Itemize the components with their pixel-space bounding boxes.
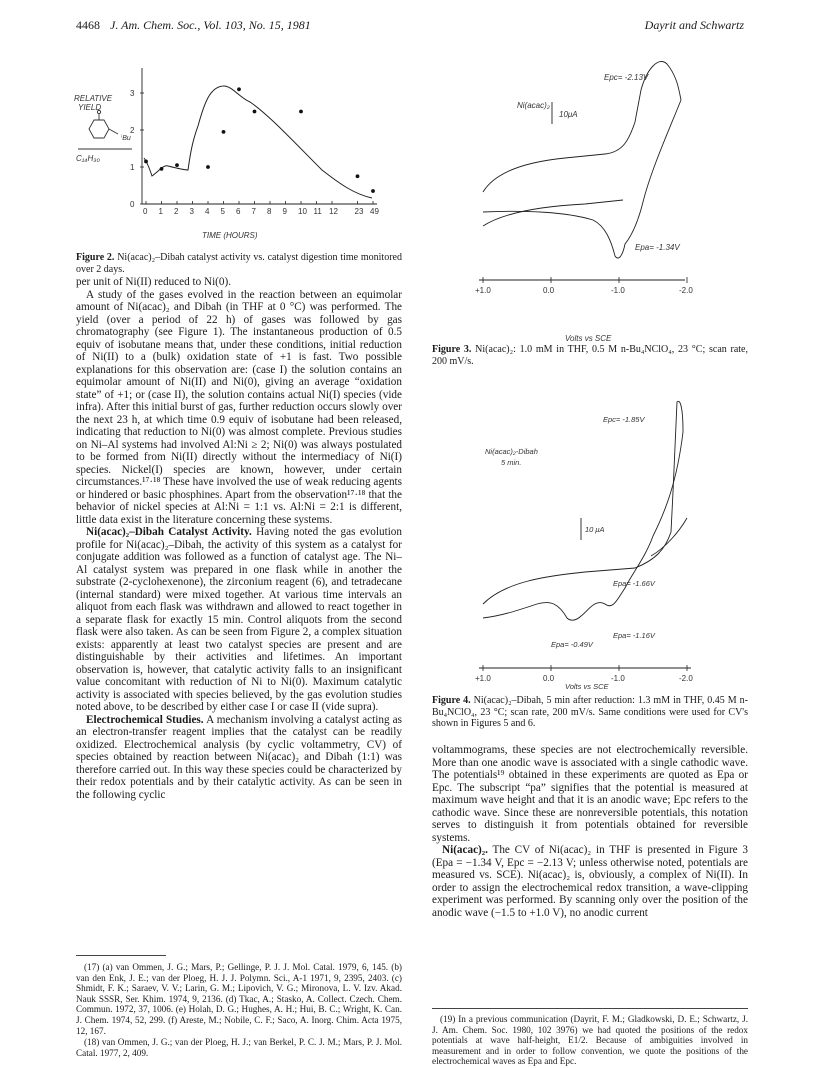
y-label-relative: RELATIVE — [74, 94, 113, 103]
figure-3-chart — [455, 50, 755, 342]
species-label: Ni(acac)₂-Dibah — [485, 447, 538, 456]
y-tick-label: 0 — [130, 200, 135, 209]
x-tick-label: 3 — [189, 207, 194, 216]
x-axis-label: Volts vs SCE — [565, 334, 612, 342]
caption-text: Ni(acac)₂–Dibah, 5 min after reduction: 1.3 mM in THF, 0.45 M n-Bu₄NClO₄, 23 °C; scan rate, 200 mV/s. Same conditions were used for CV's shown in Figures 5 and 6. — [432, 695, 748, 729]
x-tick-label: -2.0 — [679, 674, 693, 683]
authors: Dayrit and Schwartz — [644, 18, 744, 32]
right-column-text — [432, 744, 748, 919]
substituent-label: ⁱBu — [121, 135, 131, 142]
paragraph: per unit of Ni(II) reduced to Ni(0). — [76, 276, 232, 288]
y-tick-label: 2 — [130, 126, 135, 135]
formula-label: C₁₄H₃₀ — [76, 154, 100, 163]
x-tick-label: 1 — [158, 207, 163, 216]
x-tick-label: 23 — [354, 207, 364, 216]
x-tick-label: 0.0 — [543, 286, 555, 295]
time-label: 5 min. — [501, 458, 522, 467]
x-tick-label: -2.0 — [679, 286, 693, 295]
data-points — [144, 87, 375, 193]
left-column-text — [76, 276, 402, 801]
footnote-18: (18) van Ommen, J. G.; van der Ploeg, H. J.; van Berkel, P. C. J. M.; Mars, P. J. Mol. Catal. 1977, 2, 409. — [76, 1037, 402, 1058]
epa1-label: Epa= -1.66V — [613, 579, 655, 588]
running-header — [76, 18, 744, 36]
epa3-label: Epa= -0.49V — [551, 640, 593, 649]
journal-name: J. Am. Chem. Soc., Vol. 103, No. 15, 1981 — [110, 18, 311, 32]
section-head: Electrochemical Studies. — [86, 713, 204, 726]
caption-text: Ni(acac)₂: 1.0 mM in THF, 0.5 M n-Bu₄NClO₄, 23 °C; scan rate, 200 mV/s. — [432, 344, 748, 367]
footnote-rule — [432, 1008, 748, 1009]
figure-2-chart — [72, 58, 402, 248]
x-tick-label: 0 — [143, 207, 148, 216]
x-tick-label: 7 — [251, 207, 256, 216]
data-point — [356, 174, 360, 178]
figure-4-chart — [455, 372, 755, 694]
x-tick-label: 10 — [298, 207, 307, 216]
x-tick-label: 9 — [282, 207, 287, 216]
x-tick-label: 5 — [220, 207, 225, 216]
figure-3-caption — [432, 344, 748, 367]
data-point — [253, 110, 257, 114]
x-tick-label: 2 — [174, 207, 179, 216]
cv-curve-forward — [483, 62, 681, 192]
epc-label: Epc= -2.13V — [604, 73, 649, 82]
footnote-17: (17) (a) van Ommen, J. G.; Mars, P.; Gellinge, P. J. J. Mol. Catal. 1979, 6, 145. (b) van den Enk, J. E.; van der Ploeg, H. J. J. Polymn. Sci., A-1 1971, 9, 2395, 2403. (c) Shmidt, F. K.; Saraev, V. V.; Larin, G. M.; Lipovich, V. G.; Mironova, L. V. Izv. Akad. Nauk SSSR, Ser. Khim. 1974, 9, 2136. (d) Tkac, A.; Stasko, A. Collect. Czech. Chem. Commun. 1972, 37, 1006. (e) Holah, D. G.; Hughes, A. H.; Hui, B. C.; Wright, K. Can. J. Chem. 1974, 52, 299. (f) Areste, M.; Nobile, C. F.; Saco, A. Inorg. Chim. Acta 1975, 12, 167. — [76, 962, 402, 1036]
data-point — [144, 160, 148, 164]
paragraph — [76, 714, 402, 802]
y-tick-label: 3 — [130, 89, 135, 98]
paragraph: A study of the gases evolved in the reaction between an equimolar amount of Ni(acac)₂ and Dibah (in THF at 0 °C) was performed. The yield (over a period of 22 h) of gases was followed by gas chromatography (see Figure 1). The instantaneous production of 0.5 equiv of isobutane means that, under these conditions, initial reduction of Ni(II) to a (bulk) oxidation state of +1 is fast. Two possible explanations for this observation are: (case I) the solution contains an equimolar amount of Ni(II) and Ni(0), giving an average “oxidation state” of +1; or (case II), the solution contains actual Ni(I) species (vide infra). After this initial burst of gas, further reduction occurs slowly over the next 23 h, at which time 0.9 equiv of isobutane had been released, indicating that reduction to Ni(0) was almost complete. Previous studies on Ni–Al systems had involved Al:Ni ≥ 2; Ni(0) was always postulated to be formed from Ni(II) directly without the intermediacy of Ni(I) species. Nickel(I) species are known, however, under certain circumstances.¹⁷·¹⁸ These have involved the use of weak reducing agents or hindered or basic phosphines. Apart from the observation¹⁷·¹⁸ that the behavior of nickel species at Al:Ni = 1:1 vs. Al:Ni = 2:1 is different, little data exist in the literature concerning these systems. — [76, 288, 402, 526]
data-point — [299, 110, 303, 114]
x-tick-label: 11 — [313, 207, 322, 216]
figure-2-caption — [76, 252, 402, 275]
paragraph-text: A mechanism involving a catalyst acting as an electron-transfer reagent implies that the catalyst can be readily oxidized. Electrochemical analysis (by cyclic voltammetry, CV) of species obtained by reaction between Ni(acac)₂ and Dibah (1:1) was therefore carried out. In this way these species could be characterized by their redox potentials and by their catalytic activity. As can be seen in the following cyclic — [76, 713, 402, 801]
data-point — [237, 87, 241, 91]
epc-label: Epc= -1.85V — [603, 415, 645, 424]
species-label: Ni(acac)₂ — [517, 101, 550, 110]
footnote-19: (19) In a previous communication (Dayrit, F. M.; Gladkowski, D. E.; Schwartz, J. J. Am. Chem. Soc. 1980, 102 3976) we had quoted the positions of the redox potentials at wave half-height, E1/2. Because of ambiguities involved in measurement and in order to follow convention, we quote the positions of the electrochemical waves as Epa and Epc. — [432, 1014, 748, 1067]
x-tick-label: 4 — [205, 207, 210, 216]
data-point — [160, 167, 164, 171]
caption-label: Figure 2. — [76, 252, 115, 263]
x-tick-label: +1.0 — [475, 674, 491, 683]
section-head: Ni(acac)₂–Dibah Catalyst Activity. — [86, 526, 252, 538]
scale-label: 10 μA — [585, 525, 605, 534]
paragraph — [76, 526, 402, 714]
section-head: Ni(acac)₂. — [442, 844, 488, 856]
x-tick-label: 6 — [236, 207, 241, 216]
x-tick-label: 8 — [267, 207, 272, 216]
journal-citation — [76, 18, 311, 33]
cv-curve-return — [483, 100, 681, 258]
x-tick-label: 0.0 — [543, 674, 555, 683]
data-point — [371, 189, 375, 193]
x-tick-label: 49 — [370, 207, 379, 216]
left-footnotes — [76, 962, 402, 1059]
caption-label: Figure 4. — [432, 695, 471, 706]
x-tick-label: +1.0 — [475, 286, 491, 295]
x-ticks — [143, 201, 379, 216]
data-point — [175, 163, 179, 167]
caption-text: Ni(acac)₂–Dibah catalyst activity vs. catalyst digestion time monitored over 2 days. — [76, 252, 402, 275]
epa-label: Epa= -1.34V — [635, 243, 680, 252]
trend-curve — [144, 86, 372, 198]
figure-4-caption — [432, 695, 748, 730]
paragraph-text: Having noted the gas evolution profile for Ni(acac)₂–Dibah, the activity of this system as a catalyst for conjugate addition was followed as a function of catalyst age. The Ni–Al catalyst system was prepared in one flask while in another the substrate (2-cyclohexenone), the zirconium reagent (6), and tetradecane (internal standard) were mixed together. At various time intervals an aliquot from each flask was withdrawn and allowed to react together in a separate flask for exactly 15 min. Control aliquots from the second flask were also taken. As can be seen from Figure 2, a complex situation exists: apparently at least two catalyst species are present and are distinguishable by their activities and lifetimes. An important observation is, however, that catalytic activity falls to an insignificant value concomitant with reduction of Ni to Ni(0). Maximum catalytic activity is associated with species believed, by the gas evolution studies noted above, to be described by either case I or case II (vide supra). — [76, 526, 402, 713]
paragraph: voltammograms, these species are not electrochemically reversible. More than one anodic wave is associated with a single cathodic wave. The potentials¹⁹ obtained in these experiments are quoted as Epa or Epc. The subscript “pa” signifies that the potential is measured at maximum wave height and that it is an anodic wave; Epc refers to the cathodic wave. Since these are nonreversible potentials, this notation serves to distinguish it from potentials obtained for reversible systems. — [432, 744, 748, 844]
cv-curve-forward — [483, 401, 683, 604]
x-tick-label: -1.0 — [611, 674, 625, 683]
paragraph-text: The CV of Ni(acac)₂ in THF is presented in Figure 3 (Epa = −1.34 V, Epc = −2.13 V; unless otherwise noted, potentials are measured vs. SCE). Ni(acac)₂ is, obviously, a complex of Ni(II). In order to assign the electrochemical redox transition, a wave-clipping experiment was performed. By scanning only over the position of the anodic wave (−1.5 to +1.0 V), no anodic current — [432, 844, 748, 919]
x-tick-label: 12 — [329, 207, 338, 216]
axes — [142, 68, 377, 204]
y-tick-label: 1 — [130, 163, 135, 172]
page-number: 4468 — [76, 18, 100, 32]
epa2-label: Epa= -1.16V — [613, 631, 655, 640]
x-axis-label: Volts vs SCE — [565, 682, 609, 691]
caption-label: Figure 3. — [432, 344, 472, 355]
paragraph — [432, 844, 748, 919]
y-label-yield: YIELD — [78, 103, 102, 112]
data-point — [206, 165, 210, 169]
x-axis-label: TIME (HOURS) — [202, 231, 258, 240]
data-point — [222, 130, 226, 134]
footnote-rule — [76, 955, 166, 956]
scale-label: 10μA — [559, 110, 578, 119]
right-footnotes — [432, 1014, 748, 1068]
x-tick-label: -1.0 — [611, 286, 625, 295]
cyclohexanone-structure-icon — [78, 110, 132, 149]
